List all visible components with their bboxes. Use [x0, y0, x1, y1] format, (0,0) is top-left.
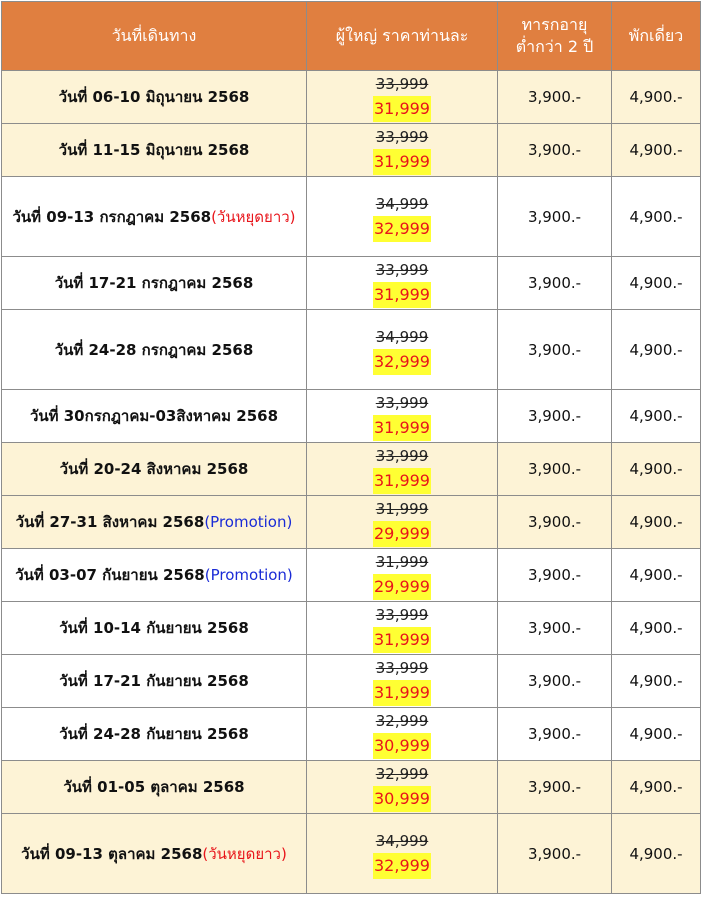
travel-date-text: วันที่ 11-15 มิถุนายน 2568	[58, 141, 250, 159]
discount-price: 31,999	[373, 282, 431, 308]
discount-price: 32,999	[373, 853, 431, 879]
infant-price-cell: 3,900.-	[498, 814, 612, 894]
table-row	[2, 257, 701, 310]
original-price: 34,999	[375, 327, 429, 346]
travel-date-text: วันที่ 30กรกฎาคม-03สิงหาคม 2568	[29, 407, 279, 425]
adult-price-cell	[307, 761, 498, 814]
discount-price: 30,999	[373, 786, 431, 812]
discount-price: 29,999	[373, 574, 431, 600]
travel-date-cell	[2, 708, 307, 761]
original-price: 33,999	[375, 75, 429, 93]
infant-price-cell: 3,900.-	[498, 761, 612, 814]
original-price: 31,999	[375, 500, 429, 518]
original-price: 34,999	[375, 194, 429, 213]
travel-date-text: วันที่ 03-07 กันยายน 2568	[15, 566, 205, 584]
discount-price: 32,999	[373, 216, 431, 242]
travel-date-text: วันที่ 24-28 กรกฎาคม 2568	[54, 340, 254, 359]
infant-price-cell: 3,900.-	[498, 257, 612, 310]
date-note: (Promotion)	[204, 566, 293, 584]
table-row	[2, 655, 701, 708]
single-supplement-cell: 4,900.-	[612, 814, 701, 894]
single-supplement-cell: 4,900.-	[612, 655, 701, 708]
travel-date-text: วันที่ 27-31 สิงหาคม 2568	[15, 513, 205, 531]
date-note: (วันหยุดยาว)	[211, 207, 296, 226]
table-row	[2, 124, 701, 177]
header-travel-date: วันที่เดินทาง	[2, 2, 307, 71]
original-price: 31,999	[375, 553, 429, 571]
infant-price-cell: 3,900.-	[498, 124, 612, 177]
travel-date-cell	[2, 443, 307, 496]
table-row	[2, 443, 701, 496]
travel-date-cell	[2, 124, 307, 177]
original-price: 32,999	[375, 712, 429, 730]
discount-price: 31,999	[373, 680, 431, 706]
table-row	[2, 549, 701, 602]
table-header-row	[2, 2, 701, 71]
travel-date-text: วันที่ 09-13 กรกฎาคม 2568	[12, 207, 212, 226]
original-price: 34,999	[375, 831, 429, 850]
travel-date-cell	[2, 549, 307, 602]
travel-date-text: วันที่ 01-05 ตุลาคม 2568	[63, 778, 245, 796]
travel-date-cell	[2, 814, 307, 894]
infant-price-cell: 3,900.-	[498, 655, 612, 708]
travel-date-text: วันที่ 10-14 กันยายน 2568	[59, 619, 249, 637]
table-row	[2, 761, 701, 814]
travel-date-cell	[2, 390, 307, 443]
travel-date-cell	[2, 177, 307, 257]
discount-price: 31,999	[373, 415, 431, 441]
tour-price-table	[1, 1, 701, 894]
travel-date-cell	[2, 655, 307, 708]
travel-date-text: วันที่ 20-24 สิงหาคม 2568	[59, 460, 249, 478]
single-supplement-cell: 4,900.-	[612, 310, 701, 390]
adult-price-cell	[307, 390, 498, 443]
discount-price: 31,999	[373, 627, 431, 653]
discount-price: 31,999	[373, 96, 431, 122]
adult-price-cell	[307, 124, 498, 177]
discount-price: 31,999	[373, 149, 431, 175]
single-supplement-cell: 4,900.-	[612, 390, 701, 443]
adult-price-cell	[307, 655, 498, 708]
adult-price-cell	[307, 496, 498, 549]
infant-price-cell: 3,900.-	[498, 602, 612, 655]
table-row	[2, 390, 701, 443]
infant-price-cell: 3,900.-	[498, 177, 612, 257]
travel-date-text: วันที่ 17-21 กันยายน 2568	[59, 672, 249, 690]
infant-price-cell: 3,900.-	[498, 310, 612, 390]
infant-price-cell: 3,900.-	[498, 390, 612, 443]
infant-price-cell: 3,900.-	[498, 443, 612, 496]
original-price: 33,999	[375, 659, 429, 677]
discount-price: 30,999	[373, 733, 431, 759]
single-supplement-cell: 4,900.-	[612, 708, 701, 761]
single-supplement-cell: 4,900.-	[612, 443, 701, 496]
table-body	[2, 71, 701, 894]
single-supplement-cell: 4,900.-	[612, 177, 701, 257]
infant-price-cell: 3,900.-	[498, 496, 612, 549]
infant-price-cell: 3,900.-	[498, 71, 612, 124]
original-price: 33,999	[375, 128, 429, 146]
table-row	[2, 177, 701, 257]
adult-price-cell	[307, 549, 498, 602]
adult-price-cell	[307, 602, 498, 655]
single-supplement-cell: 4,900.-	[612, 71, 701, 124]
adult-price-cell	[307, 814, 498, 894]
travel-date-text: วันที่ 06-10 มิถุนายน 2568	[58, 88, 250, 106]
header-adult-price: ผู้ใหญ่ ราคาท่านละ	[307, 2, 498, 71]
adult-price-cell	[307, 177, 498, 257]
table-row	[2, 496, 701, 549]
date-note: (Promotion)	[204, 513, 293, 531]
travel-date-cell	[2, 496, 307, 549]
infant-price-cell: 3,900.-	[498, 708, 612, 761]
table-row	[2, 708, 701, 761]
infant-price-cell: 3,900.-	[498, 549, 612, 602]
original-price: 32,999	[375, 765, 429, 783]
travel-date-text: วันที่ 09-13 ตุลาคม 2568	[21, 844, 203, 863]
date-note: (วันหยุดยาว)	[202, 844, 287, 863]
single-supplement-cell: 4,900.-	[612, 549, 701, 602]
original-price: 33,999	[375, 394, 429, 412]
travel-date-cell	[2, 761, 307, 814]
single-supplement-cell: 4,900.-	[612, 761, 701, 814]
discount-price: 32,999	[373, 349, 431, 375]
travel-date-cell	[2, 257, 307, 310]
table-row	[2, 310, 701, 390]
table-row	[2, 814, 701, 894]
single-supplement-cell: 4,900.-	[612, 602, 701, 655]
adult-price-cell	[307, 443, 498, 496]
header-infant-price: ทารกอายุ ต่ำกว่า 2 ปี	[498, 2, 612, 71]
single-supplement-cell: 4,900.-	[612, 124, 701, 177]
original-price: 33,999	[375, 447, 429, 465]
single-supplement-cell: 4,900.-	[612, 496, 701, 549]
travel-date-text: วันที่ 24-28 กันยายน 2568	[59, 725, 249, 743]
adult-price-cell	[307, 71, 498, 124]
adult-price-cell	[307, 310, 498, 390]
table-row	[2, 602, 701, 655]
original-price: 33,999	[375, 261, 429, 279]
travel-date-cell	[2, 602, 307, 655]
travel-date-text: วันที่ 17-21 กรกฎาคม 2568	[54, 274, 254, 292]
adult-price-cell	[307, 257, 498, 310]
discount-price: 29,999	[373, 521, 431, 547]
single-supplement-cell: 4,900.-	[612, 257, 701, 310]
header-single-supplement: พักเดี่ยว	[612, 2, 701, 71]
travel-date-cell	[2, 71, 307, 124]
travel-date-cell	[2, 310, 307, 390]
discount-price: 31,999	[373, 468, 431, 494]
adult-price-cell	[307, 708, 498, 761]
table-row	[2, 71, 701, 124]
original-price: 33,999	[375, 606, 429, 624]
